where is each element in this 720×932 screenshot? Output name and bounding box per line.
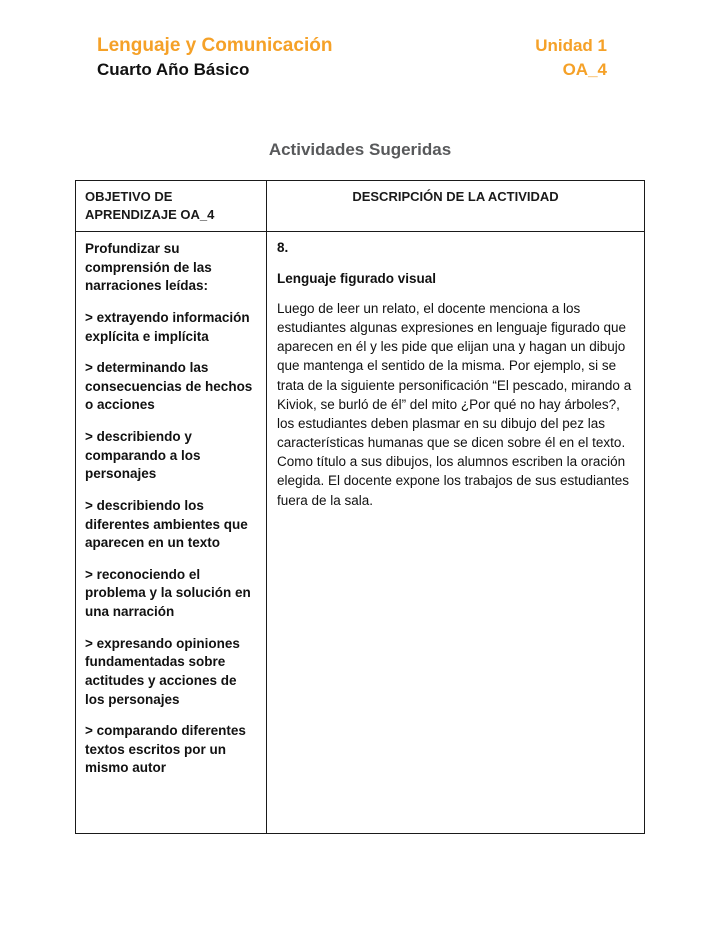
objective-column-header: OBJETIVO DE APRENDIZAJE OA_4 bbox=[76, 180, 267, 231]
description-column-header: DESCRIPCIÓN DE LA ACTIVIDAD bbox=[267, 180, 645, 231]
objective-cell bbox=[76, 232, 267, 834]
grade-title: Cuarto Año Básico bbox=[97, 59, 250, 79]
objective-item: > determinando las consecuencias de hechos o acciones bbox=[85, 360, 253, 413]
activity-description: Luego de leer un relato, el docente menciona a los estudiantes algunas expresiones en lenguaje figurado que aparecen en él y les pide que elijan una y hagan un dibujo que mantenga el sentido de la misma. Por ejemplo, si se trata de la siguiente personificación “El pescado, mirando a Kiviok, se burló de él” del mito ¿Por qué no hay árboles?, los estudiantes deben plasmar en su dibujo del pez las características humanas que se dicen sobre él en el texto. Como título a sus dibujos, los alumnos escriben la oración elegida. El docente expone los trabajos de sus estudiantes fuera de la sala. bbox=[277, 301, 632, 508]
subject-title: Lenguaje y Comunicación bbox=[97, 35, 333, 56]
objective-intro: Profundizar su comprensión de las narraciones leídas: bbox=[85, 241, 212, 294]
activities-table bbox=[75, 180, 645, 834]
objective-item: > extrayendo información explícita e implícita bbox=[85, 309, 250, 344]
table-body-row bbox=[76, 232, 645, 834]
activity-number: 8. bbox=[277, 240, 289, 255]
objective-item: > describiendo y comparando a los personajes bbox=[85, 429, 201, 482]
unit-label: Unidad 1 bbox=[535, 36, 607, 55]
header-right-block bbox=[535, 34, 645, 82]
objective-item: > describiendo los diferentes ambientes que aparecen en un texto bbox=[85, 497, 248, 551]
header-left-block bbox=[97, 34, 332, 82]
objective-item: > reconociendo el problema y la solución en una narración bbox=[85, 566, 251, 619]
page-title: Actividades Sugeridas bbox=[268, 139, 452, 159]
activity-title: Lenguaje figurado visual bbox=[277, 271, 437, 286]
objective-item: > comparando diferentes textos escritos por un mismo autor bbox=[85, 723, 246, 776]
document-header bbox=[97, 34, 645, 82]
objective-item: > expresando opiniones fundamentadas sobre actitudes y acciones de los personajes bbox=[85, 635, 240, 707]
table-header-row bbox=[76, 180, 645, 231]
activity-cell bbox=[267, 232, 645, 834]
oa-code-label: OA_4 bbox=[562, 59, 607, 79]
